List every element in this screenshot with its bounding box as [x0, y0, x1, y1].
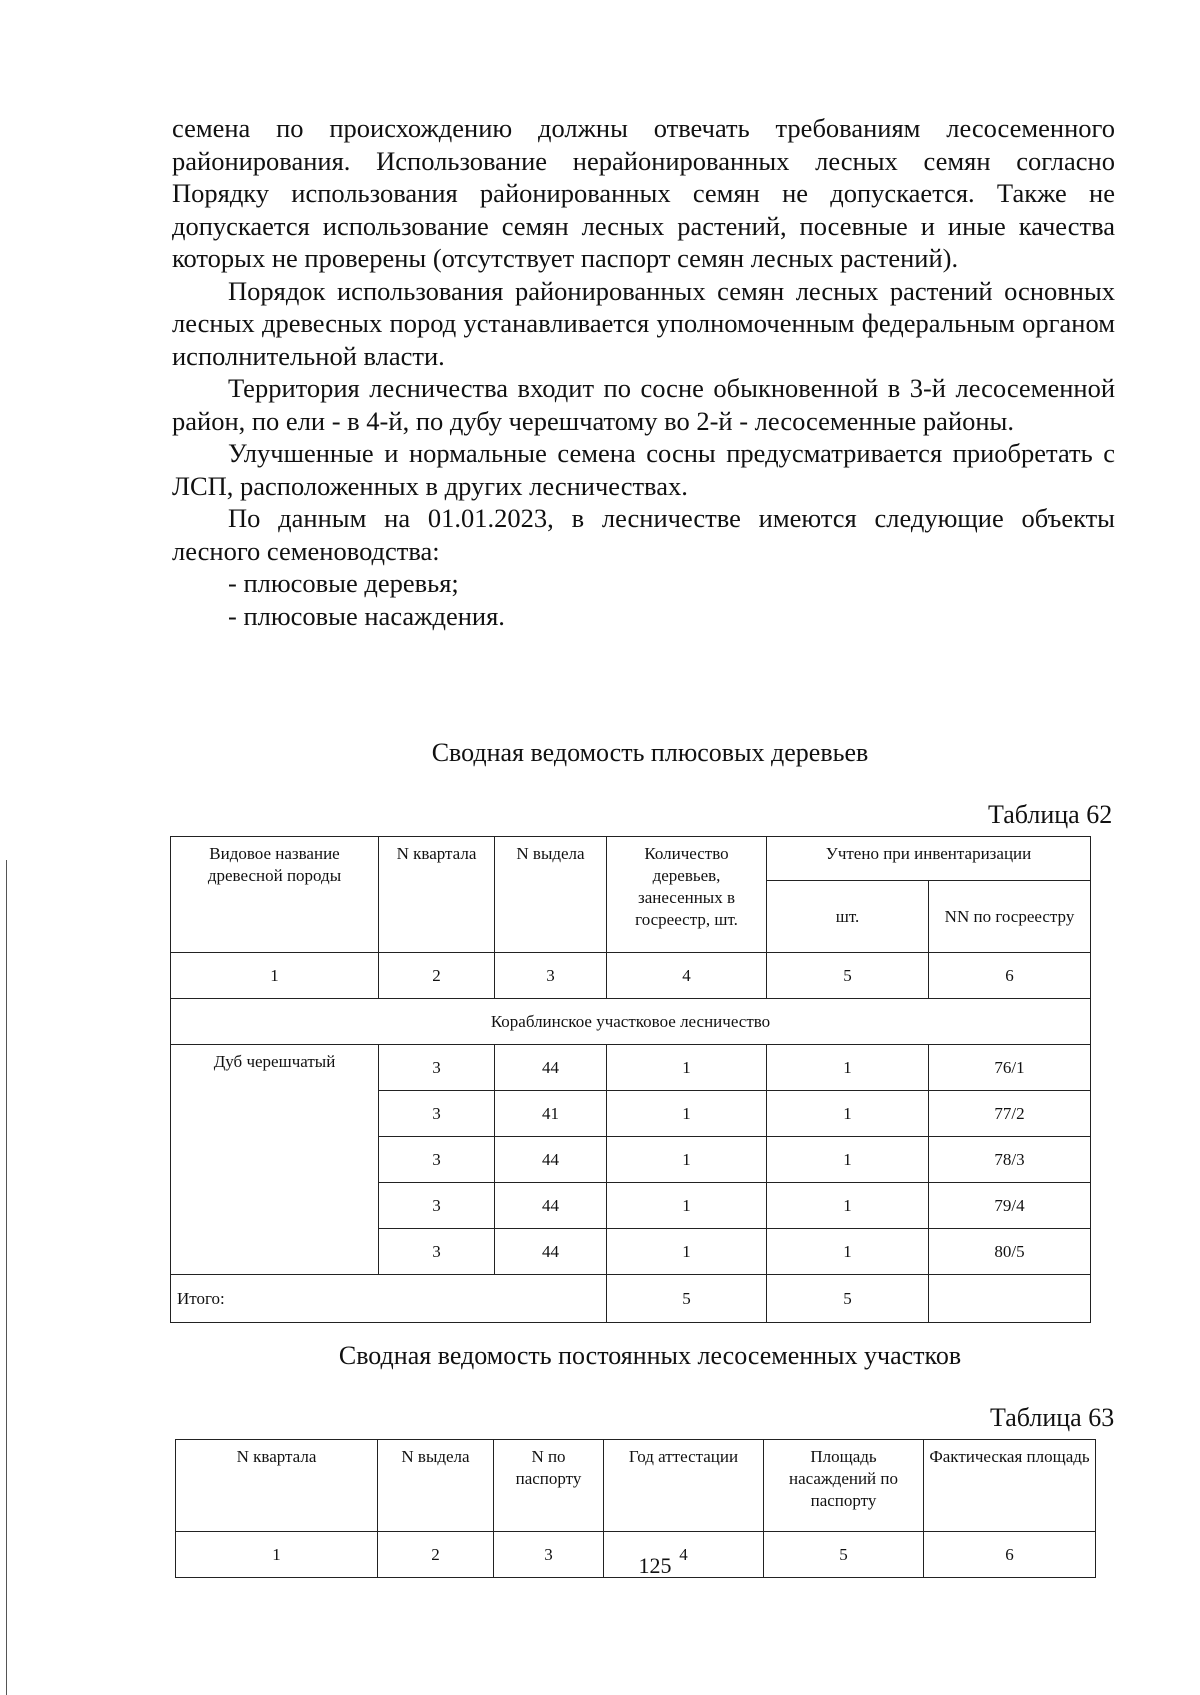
- registry-cell: 78/3: [929, 1137, 1091, 1183]
- pcs-cell: 1: [767, 1045, 929, 1091]
- column-number: 5: [767, 953, 929, 999]
- plot-cell: 44: [495, 1229, 607, 1275]
- total-pcs: 5: [767, 1275, 929, 1323]
- paragraph: Территория лесничества входит по сосне обыкновенной в 3-й лесосеменной район, по ели - в 4-й, по дубу черешчатому во 2-й - лесосеменные районы.: [172, 373, 1115, 436]
- quarter-cell: 3: [379, 1091, 495, 1137]
- column-number: 6: [929, 953, 1091, 999]
- plot-cell: 44: [495, 1045, 607, 1091]
- header-count: Количество деревьев, занесенных в госреестр, шт.: [607, 837, 767, 953]
- table62: [170, 836, 1091, 1323]
- paragraph: По данным на 01.01.2023, в лесничестве имеются следующие объекты лесного семеноводства:: [172, 503, 1115, 566]
- table-row: [171, 1045, 1091, 1091]
- count-cell: 1: [607, 1229, 767, 1275]
- column-number: 2: [379, 953, 495, 999]
- header-area-passport: Площадь насаждений по паспорту: [764, 1440, 924, 1532]
- column-number: 5: [764, 1532, 924, 1578]
- registry-cell: 80/5: [929, 1229, 1091, 1275]
- table63-caption: Сводная ведомость постоянных лесосеменных участков: [338, 1341, 962, 1370]
- count-cell: 1: [607, 1137, 767, 1183]
- plot-cell: 41: [495, 1091, 607, 1137]
- column-number: 3: [494, 1532, 604, 1578]
- plot-cell: 44: [495, 1137, 607, 1183]
- table62-caption: Сводная ведомость плюсовых деревьев: [431, 738, 869, 767]
- paragraph: Улучшенные и нормальные семена сосны предусматривается приобретать с ЛСП, расположенных в других лесничествах.: [172, 438, 1115, 501]
- count-cell: 1: [607, 1091, 767, 1137]
- header-plot: N выдела: [378, 1440, 494, 1532]
- header-pcs: шт.: [767, 881, 929, 953]
- pcs-cell: 1: [767, 1091, 929, 1137]
- paragraph: Порядок использования районированных семян лесных растений основных лесных древесных пород устанавливается уполномоченным федеральным органом исполнительной власти.: [172, 275, 1115, 371]
- quarter-cell: 3: [379, 1045, 495, 1091]
- species-cell: Дуб черешчатый: [171, 1045, 379, 1275]
- section-row: Кораблинское участковое лесничество: [171, 999, 1091, 1045]
- header-plot: N выдела: [495, 837, 607, 953]
- pcs-cell: 1: [767, 1229, 929, 1275]
- column-number: 3: [495, 953, 607, 999]
- quarter-cell: 3: [379, 1183, 495, 1229]
- column-number: 1: [176, 1532, 378, 1578]
- registry-cell: 79/4: [929, 1183, 1091, 1229]
- total-row: [171, 1275, 1091, 1323]
- body-text: [172, 112, 1115, 632]
- list-item: - плюсовые насаждения.: [228, 600, 505, 631]
- total-count: 5: [607, 1275, 767, 1323]
- table63-label: Таблица 63: [990, 1403, 1115, 1432]
- column-number: 6: [924, 1532, 1096, 1578]
- total-label: Итого:: [171, 1275, 607, 1323]
- plot-cell: 44: [495, 1183, 607, 1229]
- header-area-actual: Фактическая площадь: [924, 1440, 1096, 1532]
- paragraph: семена по происхождению должны отвечать требованиям лесосеменного районирования. Использование нерайонированных лесных семян согласно Порядку использования районированных семян не допускается. Также не допускается использование семян лесных растений, посевные и иные качества которых не проверены (отсутствует паспорт семян лесных растений).: [172, 113, 1115, 273]
- quarter-cell: 3: [379, 1229, 495, 1275]
- count-cell: 1: [607, 1045, 767, 1091]
- column-number: 2: [378, 1532, 494, 1578]
- column-number: 4: [604, 1532, 764, 1578]
- pcs-cell: 1: [767, 1183, 929, 1229]
- total-empty: [929, 1275, 1091, 1323]
- list-item: - плюсовые деревья;: [228, 568, 459, 598]
- column-number: 4: [607, 953, 767, 999]
- quarter-cell: 3: [379, 1137, 495, 1183]
- header-passport: N по паспорту: [494, 1440, 604, 1532]
- header-registry: NN по госреестру: [929, 881, 1091, 953]
- header-year: Год аттестации: [604, 1440, 764, 1532]
- page-number: 125: [638, 1553, 672, 1578]
- header-species: Видовое название древесной породы: [171, 837, 379, 953]
- header-inventory: Учтено при инвентаризации: [767, 837, 1091, 881]
- column-number: 1: [171, 953, 379, 999]
- count-cell: 1: [607, 1183, 767, 1229]
- registry-cell: 77/2: [929, 1091, 1091, 1137]
- registry-cell: 76/1: [929, 1045, 1091, 1091]
- table62-label: Таблица 62: [988, 800, 1113, 829]
- header-quarter: N квартала: [379, 837, 495, 953]
- pcs-cell: 1: [767, 1137, 929, 1183]
- header-quarter: N квартала: [176, 1440, 378, 1532]
